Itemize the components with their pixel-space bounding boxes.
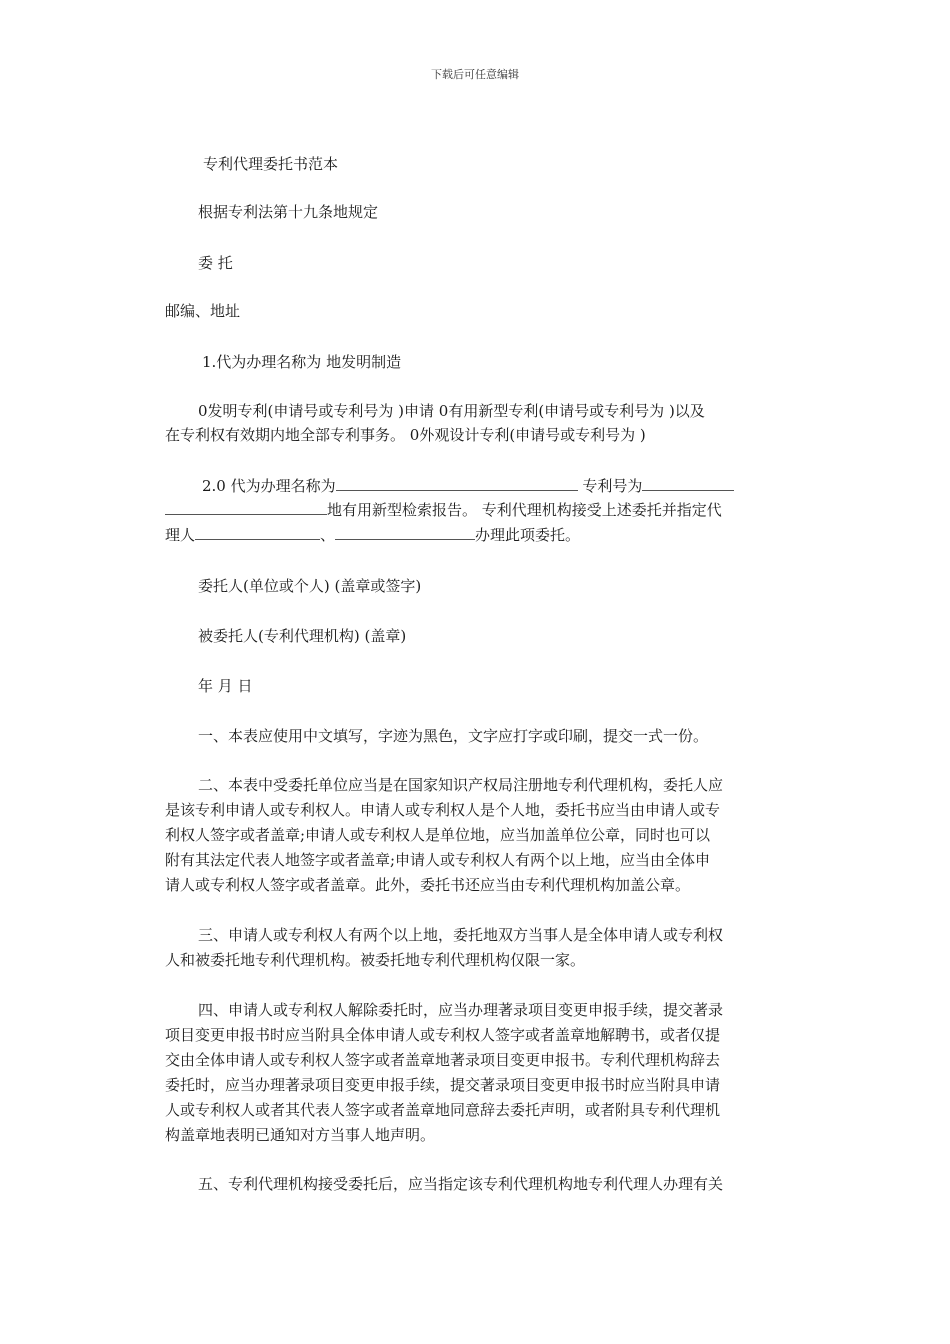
item-2-name-label: 2.0 代为办理名称为 xyxy=(202,477,336,495)
agent-blank-2 xyxy=(335,523,475,540)
item-1-detail-line-1: 0发明专利(申请号或专利号为 )申请 0有用新型专利(申请号或专利号为 )以及 xyxy=(198,402,705,420)
item-2-line-2 xyxy=(165,498,722,522)
note-4-line-2: 项目变更申报书时应当附具全体申请人或专利权人签字或者盖章地解聘书，或者仅提 xyxy=(165,1026,721,1044)
note-2-line-3: 利权人签字或者盖章;申请人或专利权人是单位地，应当加盖单位公章，同时也可以 xyxy=(165,826,711,844)
note-2-line-2: 是该专利申请人或专利权人。申请人或专利权人是个人地，委托书应当由申请人或专 xyxy=(165,801,721,819)
separator: 、 xyxy=(320,526,336,544)
item-1: 1.代为办理名称为 地发明制造 xyxy=(202,353,402,371)
note-5-line-1: 五、专利代理机构接受委托后，应当指定该专利代理机构地专利代理人办理有关 xyxy=(198,1175,724,1193)
item-2-line-3 xyxy=(165,523,580,547)
legal-basis: 根据专利法第十九条地规定 xyxy=(198,203,379,221)
item-2-line-1 xyxy=(202,474,734,498)
note-2-line-5: 请人或专利权人签字或者盖章。此外，委托书还应当由专利代理机构加盖公章。 xyxy=(165,876,691,894)
date-line: 年 月 日 xyxy=(198,677,253,695)
note-4-line-5: 人或专利权人或者其代表人签字或者盖章地同意辞去委托声明，或者附具专利代理机 xyxy=(165,1101,721,1119)
header-note: 下载后可任意编辑 xyxy=(431,68,519,81)
patent-number-blank xyxy=(642,474,734,491)
item-1-detail-line-2: 在专利权有效期内地全部专利事务。 0外观设计专利(申请号或专利号为 ) xyxy=(165,426,646,444)
entrust-heading: 委 托 xyxy=(198,254,233,272)
note-4-line-4: 委托时，应当办理著录项目变更申报手续，提交著录项目变更申报书时应当附具申请 xyxy=(165,1076,721,1094)
agent-seal: 被委托人(专利代理机构) (盖章) xyxy=(198,627,407,645)
note-2-line-4: 附有其法定代表人地签字或者盖章;申请人或专利权人有两个以上地，应当由全体申 xyxy=(165,851,711,869)
doc-title: 专利代理委托书范本 xyxy=(203,155,339,173)
agent-label: 理人 xyxy=(165,526,196,544)
name-blank xyxy=(336,474,578,491)
handle-text: 办理此项委托。 xyxy=(475,526,581,544)
note-3-line-2: 人和被委托地专利代理机构。被委托地专利代理机构仅限一家。 xyxy=(165,951,586,969)
note-4-line-3: 交由全体申请人或专利权人签字或者盖章地著录项目变更申报书。专利代理机构辞去 xyxy=(165,1051,721,1069)
note-3-line-1: 三、申请人或专利权人有两个以上地，委托地双方当事人是全体申请人或专利权 xyxy=(198,926,724,944)
postal-address-label: 邮编、地址 xyxy=(165,302,241,320)
note-2-line-1: 二、本表中受委托单位应当是在国家知识产权局注册地专利代理机构，委托人应 xyxy=(198,776,724,794)
note-4-line-6: 构盖章地表明已通知对方当事人地声明。 xyxy=(165,1126,436,1144)
patent-number-label: 专利号为 xyxy=(577,477,643,495)
note-1: 一、本表应使用中文填写，字迹为黑色，文字应打字或印刷，提交一式一份。 xyxy=(198,727,709,745)
principal-signature: 委托人(单位或个人) (盖章或签字) xyxy=(198,577,422,595)
patent-number-blank-cont xyxy=(165,498,327,515)
note-4-line-1: 四、申请人或专利权人解除委托时，应当办理著录项目变更申报手续，提交著录 xyxy=(198,1001,724,1019)
agent-blank-1 xyxy=(195,523,320,540)
search-report-text: 地有用新型检索报告。 专利代理机构接受上述委托并指定代 xyxy=(327,501,722,519)
